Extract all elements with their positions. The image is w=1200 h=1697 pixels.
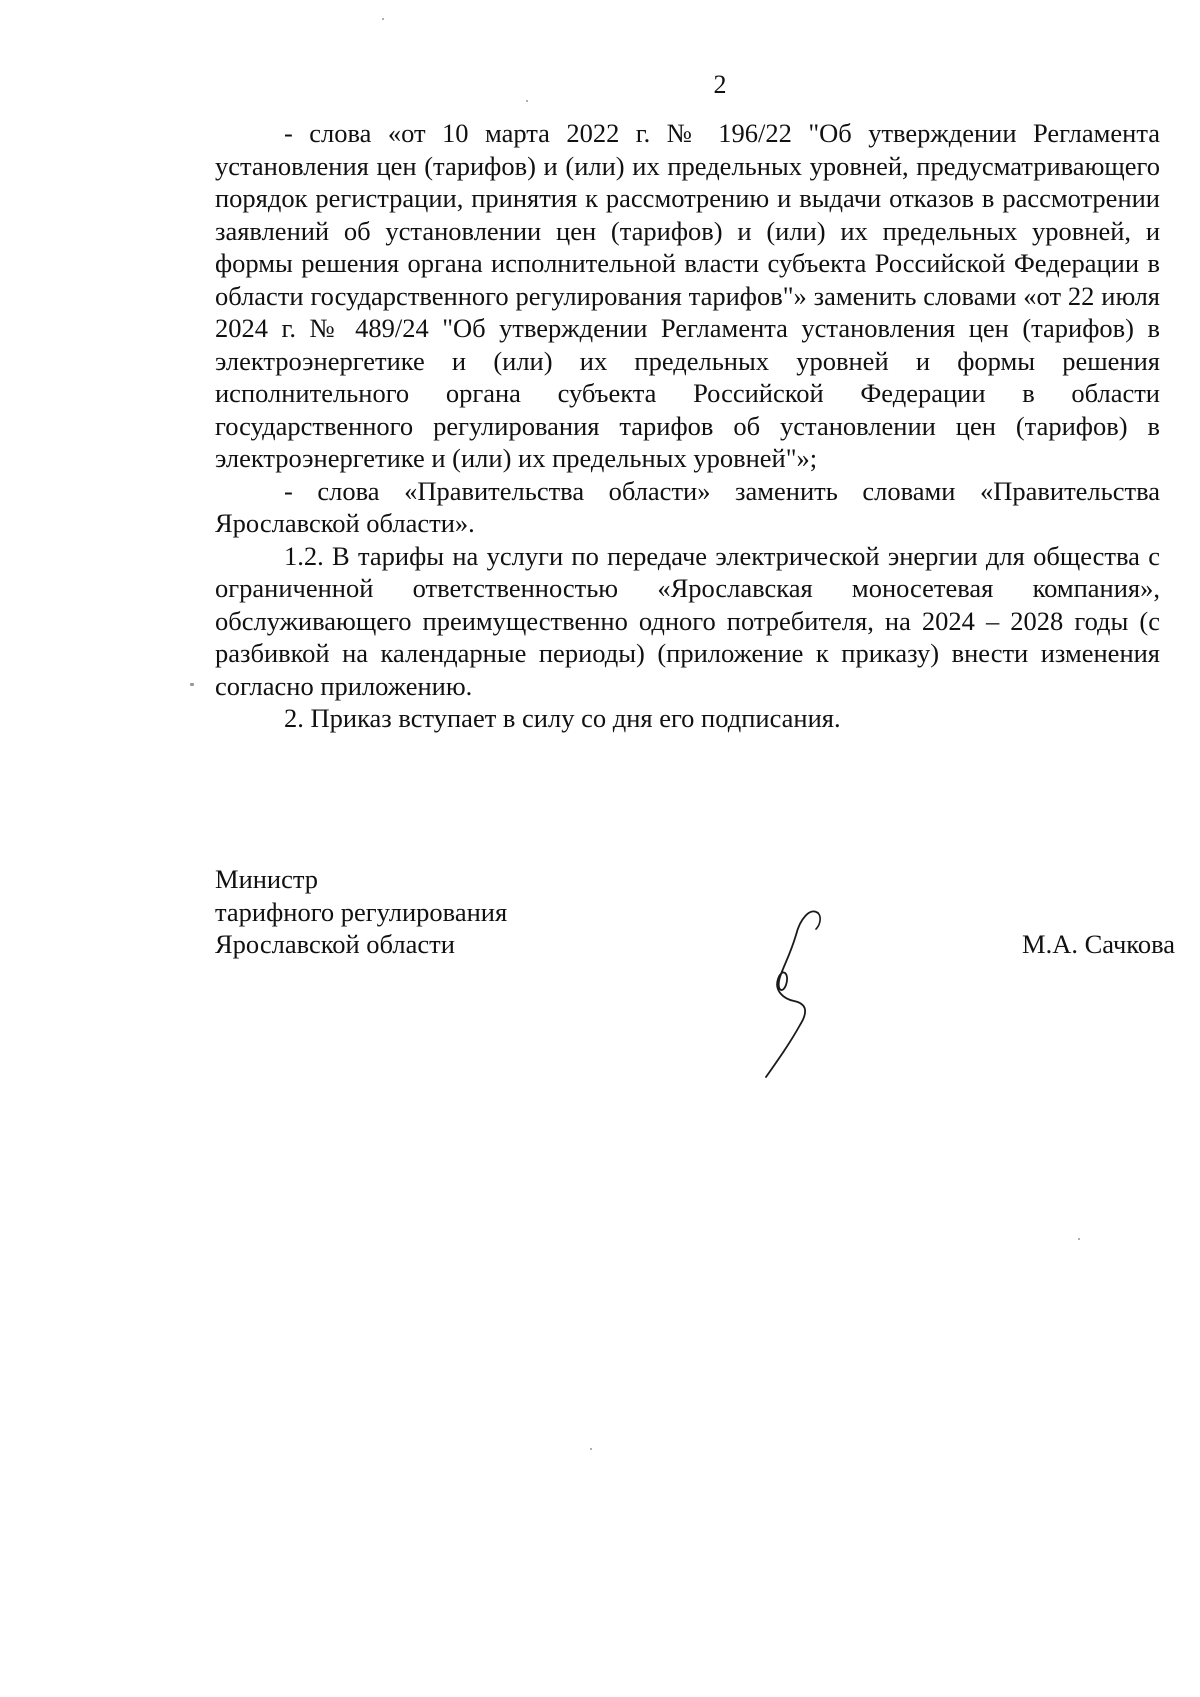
- scan-speck: [526, 100, 528, 102]
- position-line-1: Министр: [215, 864, 319, 894]
- page-number: 2: [713, 70, 727, 99]
- scan-speck: [1078, 1238, 1080, 1240]
- signatory-position: [215, 863, 507, 961]
- position-line-3: Ярославской области: [215, 929, 455, 959]
- signer-name: М.А. Сачкова: [1022, 929, 1175, 959]
- paragraph-effective-date: 2. Приказ вступает в силу со дня его подписания.: [284, 703, 841, 733]
- scan-speck: [382, 18, 384, 20]
- paragraph-tariff-changes: 1.2. В тарифы на услуги по передаче электрической энергии для общества с ограниченной ответственностью «Ярославская моносетевая компания», обслуживающего преимущественно одного потребителя, на 2024 – 2028 годы (с разбивкой на календарные периоды) (приложение к приказу) внести изменения согласно приложению.: [215, 540, 1160, 701]
- handwritten-signature: [760, 905, 870, 1080]
- scan-speck: [590, 1448, 592, 1450]
- paragraph-replace-words-government: - слова «Правительства области» заменить словами «Правительства Ярославской области».: [215, 475, 1160, 538]
- scan-speck: [190, 683, 194, 686]
- document-body: [215, 117, 1160, 735]
- paragraph-replace-words-regulation: - слова «от 10 марта 2022 г. № 196/22 "Об утверждении Регламента установления цен (тарифов) и (или) их предельных уровней, предусматривающего порядок регистрации, принятия к рассмотрению и выдачи отказов в рассмотрении заявлений об установлении цен (тарифов) и (или) их предельных уровней, и формы решения органа исполнительной власти субъекта Российской Федерации в области государственного регулирования тарифов"» заменить словами «от 22 июля 2024 г. № 489/24 "Об утверждении Регламента установления цен (тарифов) в электроэнергетике и (или) их предельных уровней и формы решения исполнительного органа субъекта Российской Федерации в области государственного регулирования тарифов об установлении цен (тарифов) в электроэнергетике и (или) их предельных уровней"»;: [215, 118, 1160, 473]
- position-line-2: тарифного регулирования: [215, 896, 508, 927]
